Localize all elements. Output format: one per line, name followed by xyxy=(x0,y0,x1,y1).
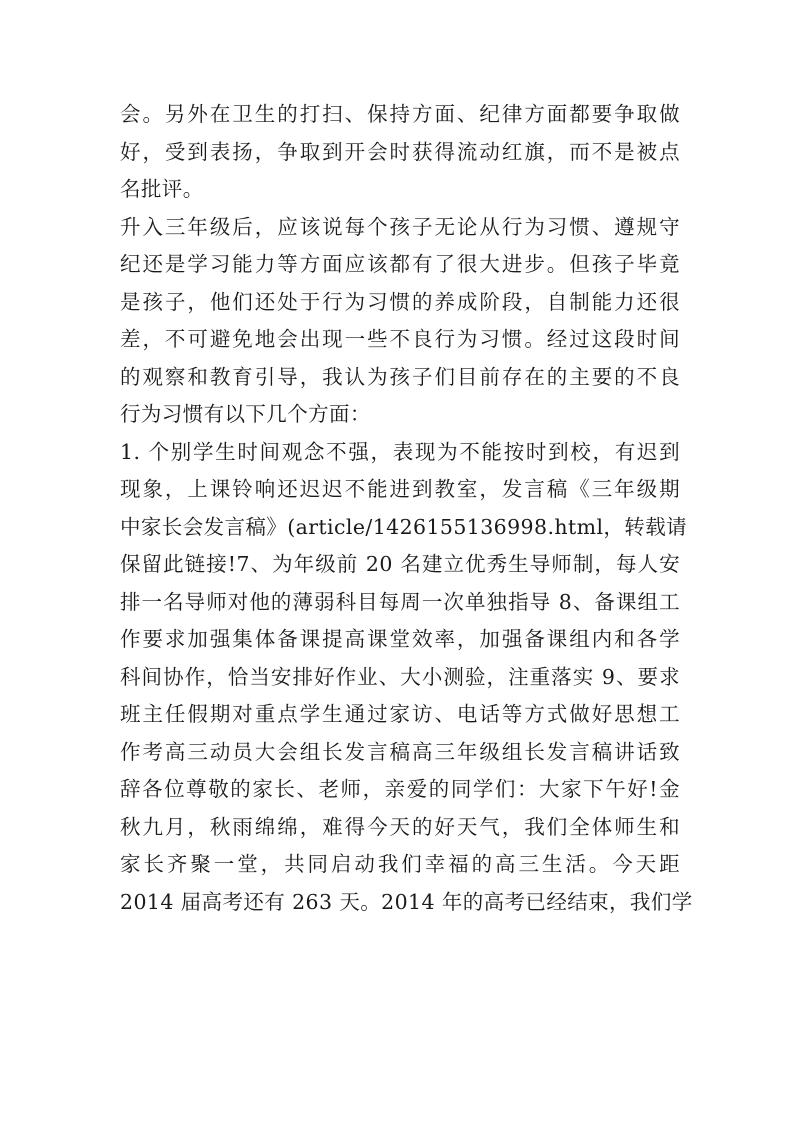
paragraph-3 xyxy=(120,434,693,922)
text-line: 是孩子，他们还处于行为习惯的养成阶段，自制能力还很 xyxy=(120,289,680,314)
text-line: 班主任假期对重点学生通过家访、电话等方式做好思想工 xyxy=(120,702,680,726)
text-line: 1. 个别学生时间观念不强，表现为不能按时到校，有迟到 xyxy=(120,439,680,464)
paragraph-2 xyxy=(120,209,680,434)
text-line: 辞各位尊敬的家长、老师，亲爱的同学们：大家下午好!金 xyxy=(120,777,680,801)
text-line: 行为习惯有以下几个方面： xyxy=(120,402,371,426)
text-line: 排一名导师对他的薄弱科目每周一次单独指导 8、备课组工 xyxy=(120,589,680,614)
paragraph-1 xyxy=(120,96,680,209)
text-line: 保留此链接!7、为年级前 20 名建立优秀生导师制，每人安 xyxy=(120,552,680,576)
text-line: 科间协作，恰当安排好作业、大小测验，注重落实 9、要求 xyxy=(120,664,680,689)
text-line: 会。另外在卫生的打扫、保持方面、纪律方面都要争取做 xyxy=(120,102,680,126)
text-line: 纪还是学习能力等方面应该都有了很大进步。但孩子毕竟 xyxy=(120,252,680,276)
text-line: 名批评。 xyxy=(120,177,204,201)
text-line: 中家长会发言稿》(article/1426155136998.html，转载请 xyxy=(120,514,687,539)
text-line: 好，受到表扬，争取到开会时获得流动红旗，而不是被点 xyxy=(120,139,680,164)
document-body xyxy=(120,96,693,921)
text-line: 家长齐聚一堂，共同启动我们幸福的高三生活。今天距 xyxy=(120,852,680,876)
text-line: 2014 届高考还有 263 天。2014 年的高考已经结束，我们学 xyxy=(120,889,693,914)
text-line: 现象，上课铃响还迟迟不能进到教室，发言稿《三年级期 xyxy=(120,477,680,501)
text-line: 秋九月，秋雨绵绵，难得今天的好天气，我们全体师生和 xyxy=(120,814,680,839)
text-line: 差，不可避免地会出现一些不良行为习惯。经过这段时间 xyxy=(120,327,680,351)
text-line: 作要求加强集体备课提高课堂效率，加强备课组内和各学 xyxy=(120,627,680,651)
text-line: 升入三年级后，应该说每个孩子无论从行为习惯、遵规守 xyxy=(120,214,680,239)
text-line: 作考高三动员大会组长发言稿高三年级组长发言稿讲话致 xyxy=(120,739,680,764)
text-line: 的观察和教育引导，我认为孩子们目前存在的主要的不良 xyxy=(120,364,680,389)
